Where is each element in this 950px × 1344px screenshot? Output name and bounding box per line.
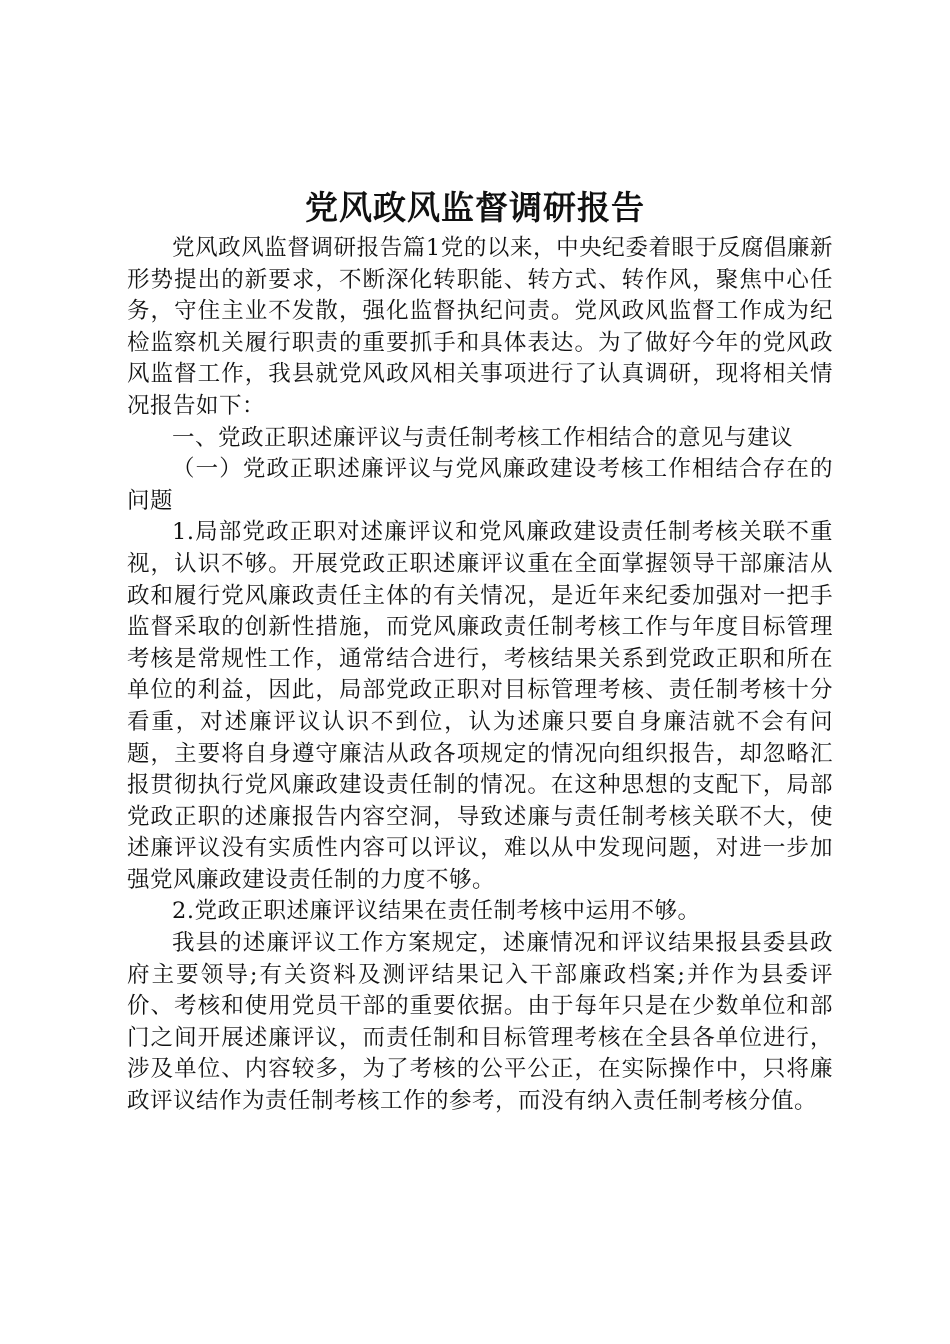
paragraph-intro: 党风政风监督调研报告篇1党的以来，中央纪委着眼于反腐倡廉新形势提出的新要求，不断深化转职能、转方式、转作风，聚焦中心任务，守住主业不发散，强化监督执纪问责。党风政风监督工作成为纪检监察机关履行职责的重要抓手和具体表达。为了做好今年的党风政风监督工作，我县就党风政风相关事项进行了认真调研，现将相关情况报告如下：	[127, 235, 833, 419]
document-body	[127, 233, 833, 1118]
paragraph-detail: 我县的述廉评议工作方案规定，述廉情况和评议结果报县委县政府主要领导;有关资料及测评结果记入干部廉政档案;并作为县委评价、考核和使用党员干部的重要依据。由于每年只是在少数单位和部门之间开展述廉评议，而责任制和目标管理考核在全县各单位进行，涉及单位、内容较多，为了考核的公平公正，在实际操作中，只将廉政评议结作为责任制考核工作的参考，而没有纳入责任制考核分值。	[127, 930, 833, 1115]
section-heading-1: 一、党政正职述廉评议与责任制考核工作相结合的意见与建议	[172, 424, 794, 451]
paragraph-point-1: 1.局部党政正职对述廉评议和党风廉政建设责任制考核关联不重视，认识不够。开展党政正职述廉评议重在全面掌握领导干部廉洁从政和履行党风廉政责任主体的有关情况，是近年来纪委加强对一把手监督采取的创新性措施，而党风廉政责任制考核工作与年度目标管理考核是常规性工作，通常结合进行，考核结果关系到党政正职和所在单位的利益，因此，局部党政正职对目标管理考核、责任制考核十分看重，对述廉评议认识不到位，认为述廉只要自身廉洁就不会有问题，主要将自身遵守廉洁从政各项规定的情况向组织报告，却忽略汇报贯彻执行党风廉政建设责任制的情况。在这种思想的支配下，局部党政正职的述廉报告内容空洞，导致述廉与责任制考核关联不大，使述廉评议没有实质性内容可以评议，难以从中发现问题，对进一步加强党风廉政建设责任制的力度不够。	[127, 519, 833, 893]
paragraph-point-2: 2.党政正职述廉评议结果在责任制考核中运用不够。	[172, 898, 701, 925]
subsection-heading-1: （一）党政正职述廉评议与党风廉政建设考核工作相结合存在的问题	[127, 456, 833, 514]
document-title: 党风政风监督调研报告	[305, 188, 645, 227]
